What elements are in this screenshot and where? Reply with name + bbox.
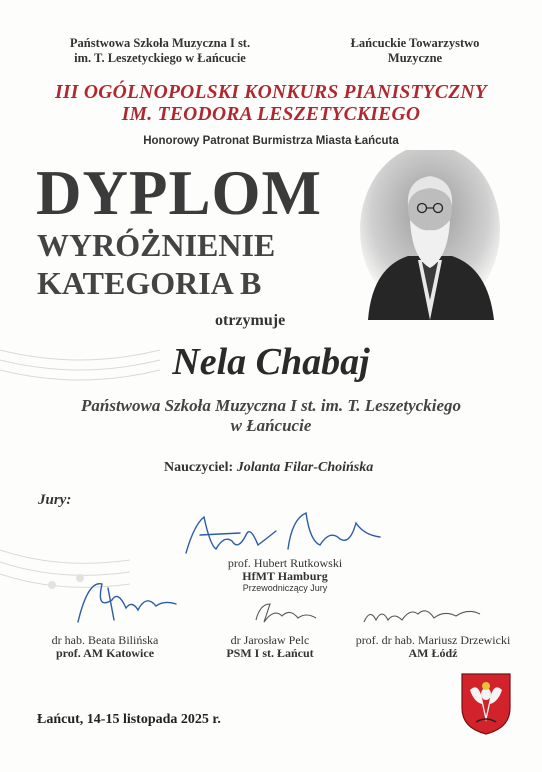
school-header: [40, 36, 280, 66]
receives-label: otrzymuje: [215, 312, 286, 329]
jury-chair-name: prof. Hubert Rutkowski: [227, 556, 343, 570]
recipient-school-line1: Państwowa Szkoła Muzyczna I st. im. T. Leszetyckiego: [80, 396, 461, 415]
category-title: KATEGORIA B: [37, 265, 262, 301]
member1-signature: [68, 570, 188, 630]
jury-chair: [200, 557, 370, 593]
jury-member-affiliation: prof. AM Katowice: [55, 646, 155, 660]
jury-member-3: [338, 634, 528, 660]
town-crest-icon: [460, 672, 512, 736]
teacher-name: Jolanta Filar-Choińska: [236, 460, 374, 475]
member2-signature: [250, 598, 330, 628]
society-header-line2: Muzyczne: [387, 51, 443, 65]
patronage-text: Honorowy Patronat Burmistrza Miasta Łańcuta: [143, 135, 399, 147]
jury-label: Jury:: [38, 492, 72, 508]
jury-member-name: prof. dr hab. Mariusz Drzewicki: [355, 633, 511, 647]
teacher-line: [164, 460, 373, 476]
member3-signature: [360, 600, 490, 630]
jury-chair-affiliation: HfMT Hamburg: [242, 569, 328, 583]
school-header-line2: im. T. Leszetyckiego w Łańcucie: [74, 51, 246, 65]
diploma-title: DYPLOM: [36, 158, 322, 228]
portrait-image: [360, 150, 500, 320]
recipient-name: Nela Chabaj: [172, 341, 370, 383]
place-date: Łańcut, 14-15 listopada 2025 r.: [37, 712, 221, 727]
award-title: WYRÓŻNIENIE: [37, 227, 276, 263]
jury-member-name: dr Jarosław Pelc: [230, 633, 310, 647]
jury-member-2: [200, 634, 340, 660]
jury-member-affiliation: PSM I st. Łańcut: [226, 646, 314, 660]
jury-member-affiliation: AM Łódź: [408, 646, 458, 660]
society-header-line1: Łańcuckie Towarzystwo: [350, 36, 480, 50]
school-header-line1: Państwowa Szkoła Muzyczna I st.: [69, 36, 251, 50]
jury-member-name: dr hab. Beata Bilińska: [51, 633, 159, 647]
recipient-school-line2: w Łańcucie: [230, 416, 312, 435]
society-header: [330, 36, 500, 66]
contest-title-line2: IM. TEODORA LESZETYCKIEGO: [121, 104, 421, 125]
contest-title-line1: III OGÓLNOPOLSKI KONKURS PIANISTYCZNY: [54, 82, 488, 103]
jury-chair-role: Przewodniczący Jury: [242, 583, 328, 593]
teacher-label: Nauczyciel:: [164, 460, 234, 475]
jury-member-1: [30, 634, 180, 660]
